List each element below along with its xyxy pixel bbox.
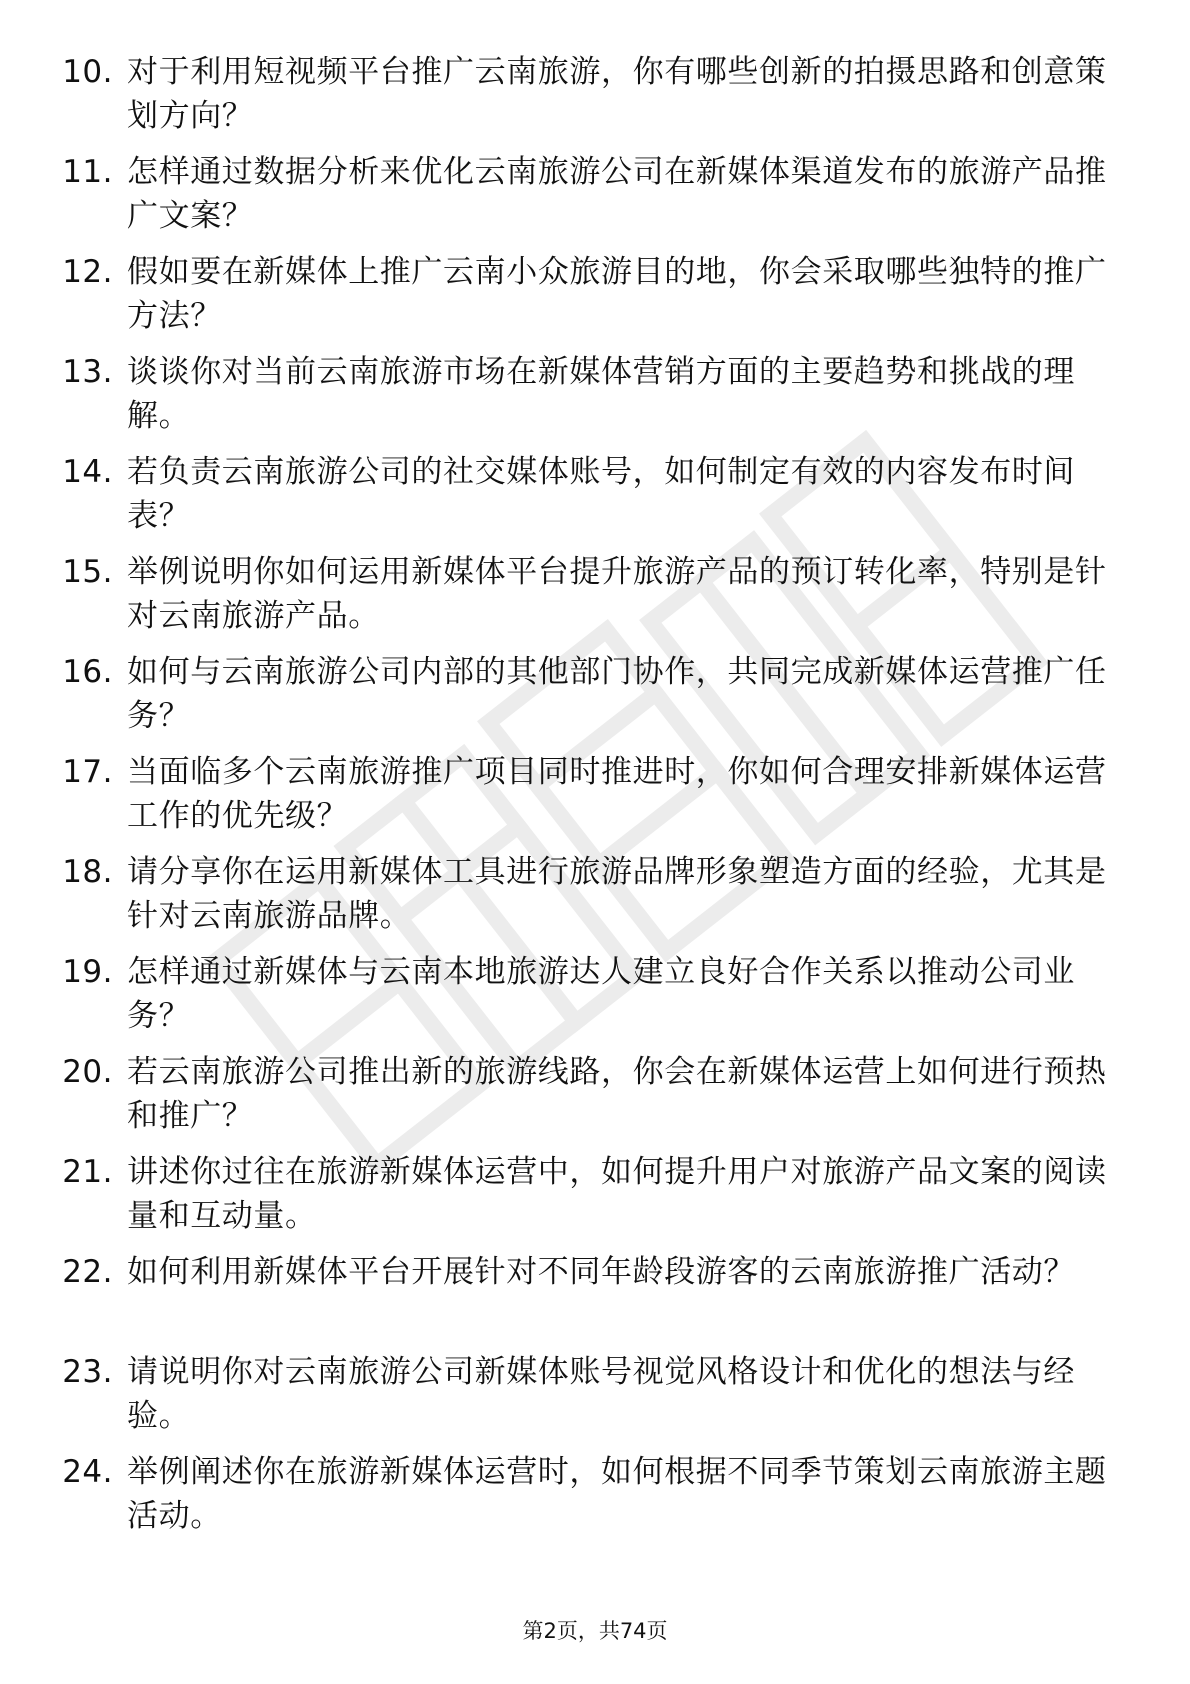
question-number: 14.: [62, 454, 113, 490]
question-number: 12.: [62, 254, 113, 290]
question-text: 讲述你过往在旅游新媒体运营中，如何提升用户对旅游产品文案的阅读量和互动量。: [127, 1154, 1107, 1234]
question-item: [0, 1450, 1190, 1550]
question-item: [0, 150, 1190, 250]
question-text: 请分享你在运用新媒体工具进行旅游品牌形象塑造方面的经验，尤其是针对云南旅游品牌。: [127, 854, 1107, 934]
question-text: 怎样通过新媒体与云南本地旅游达人建立良好合作关系以推动公司业务？: [127, 954, 1075, 1034]
question-text: 怎样通过数据分析来优化云南旅游公司在新媒体渠道发布的旅游产品推广文案？: [127, 154, 1107, 234]
question-item: [0, 1350, 1190, 1450]
question-text: 对于利用短视频平台推广云南旅游，你有哪些创新的拍摄思路和创意策划方向？: [127, 54, 1107, 134]
question-text: 请说明你对云南旅游公司新媒体账号视觉风格设计和优化的想法与经验。: [127, 1354, 1075, 1434]
question-item: [0, 650, 1190, 750]
question-item: [0, 1250, 1190, 1350]
question-number: 19.: [62, 954, 113, 990]
question-number: 16.: [62, 654, 113, 690]
question-number: 15.: [62, 554, 113, 590]
question-text: 举例阐述你在旅游新媒体运营时，如何根据不同季节策划云南旅游主题活动。: [127, 1454, 1107, 1534]
page-number-label: 第2页，共74页: [522, 1619, 668, 1643]
question-number: 10.: [62, 54, 113, 90]
question-text: 谈谈你对当前云南旅游市场在新媒体营销方面的主要趋势和挑战的理解。: [127, 354, 1075, 434]
question-number: 17.: [62, 754, 113, 790]
question-item: [0, 350, 1190, 450]
question-item: [0, 1150, 1190, 1250]
question-number: 13.: [62, 354, 113, 390]
question-item: [0, 550, 1190, 650]
question-item: [0, 950, 1190, 1050]
page-footer: [0, 1616, 1190, 1646]
question-number: 24.: [62, 1454, 113, 1490]
question-item: [0, 50, 1190, 150]
question-item: [0, 1050, 1190, 1150]
question-item: [0, 850, 1190, 950]
question-text: 若云南旅游公司推出新的旅游线路，你会在新媒体运营上如何进行预热和推广？: [127, 1054, 1107, 1134]
question-number: 20.: [62, 1054, 113, 1090]
question-item: [0, 450, 1190, 550]
question-number: 21.: [62, 1154, 113, 1190]
question-number: 11.: [62, 154, 113, 190]
question-text: 举例说明你如何运用新媒体平台提升旅游产品的预订转化率，特别是针对云南旅游产品。: [127, 554, 1107, 634]
question-number: 22.: [62, 1254, 113, 1290]
question-text: 如何利用新媒体平台开展针对不同年龄段游客的云南旅游推广活动？: [127, 1254, 1075, 1290]
question-text: 若负责云南旅游公司的社交媒体账号，如何制定有效的内容发布时间表？: [127, 454, 1075, 534]
question-item: [0, 250, 1190, 350]
question-text: 当面临多个云南旅游推广项目同时推进时，你如何合理安排新媒体运营工作的优先级？: [127, 754, 1107, 834]
question-text: 假如要在新媒体上推广云南小众旅游目的地，你会采取哪些独特的推广方法？: [127, 254, 1107, 334]
question-text: 如何与云南旅游公司内部的其他部门协作，共同完成新媒体运营推广任务？: [127, 654, 1107, 734]
question-item: [0, 750, 1190, 850]
question-list: [0, 50, 1190, 1550]
question-number: 18.: [62, 854, 113, 890]
question-number: 23.: [62, 1354, 113, 1390]
